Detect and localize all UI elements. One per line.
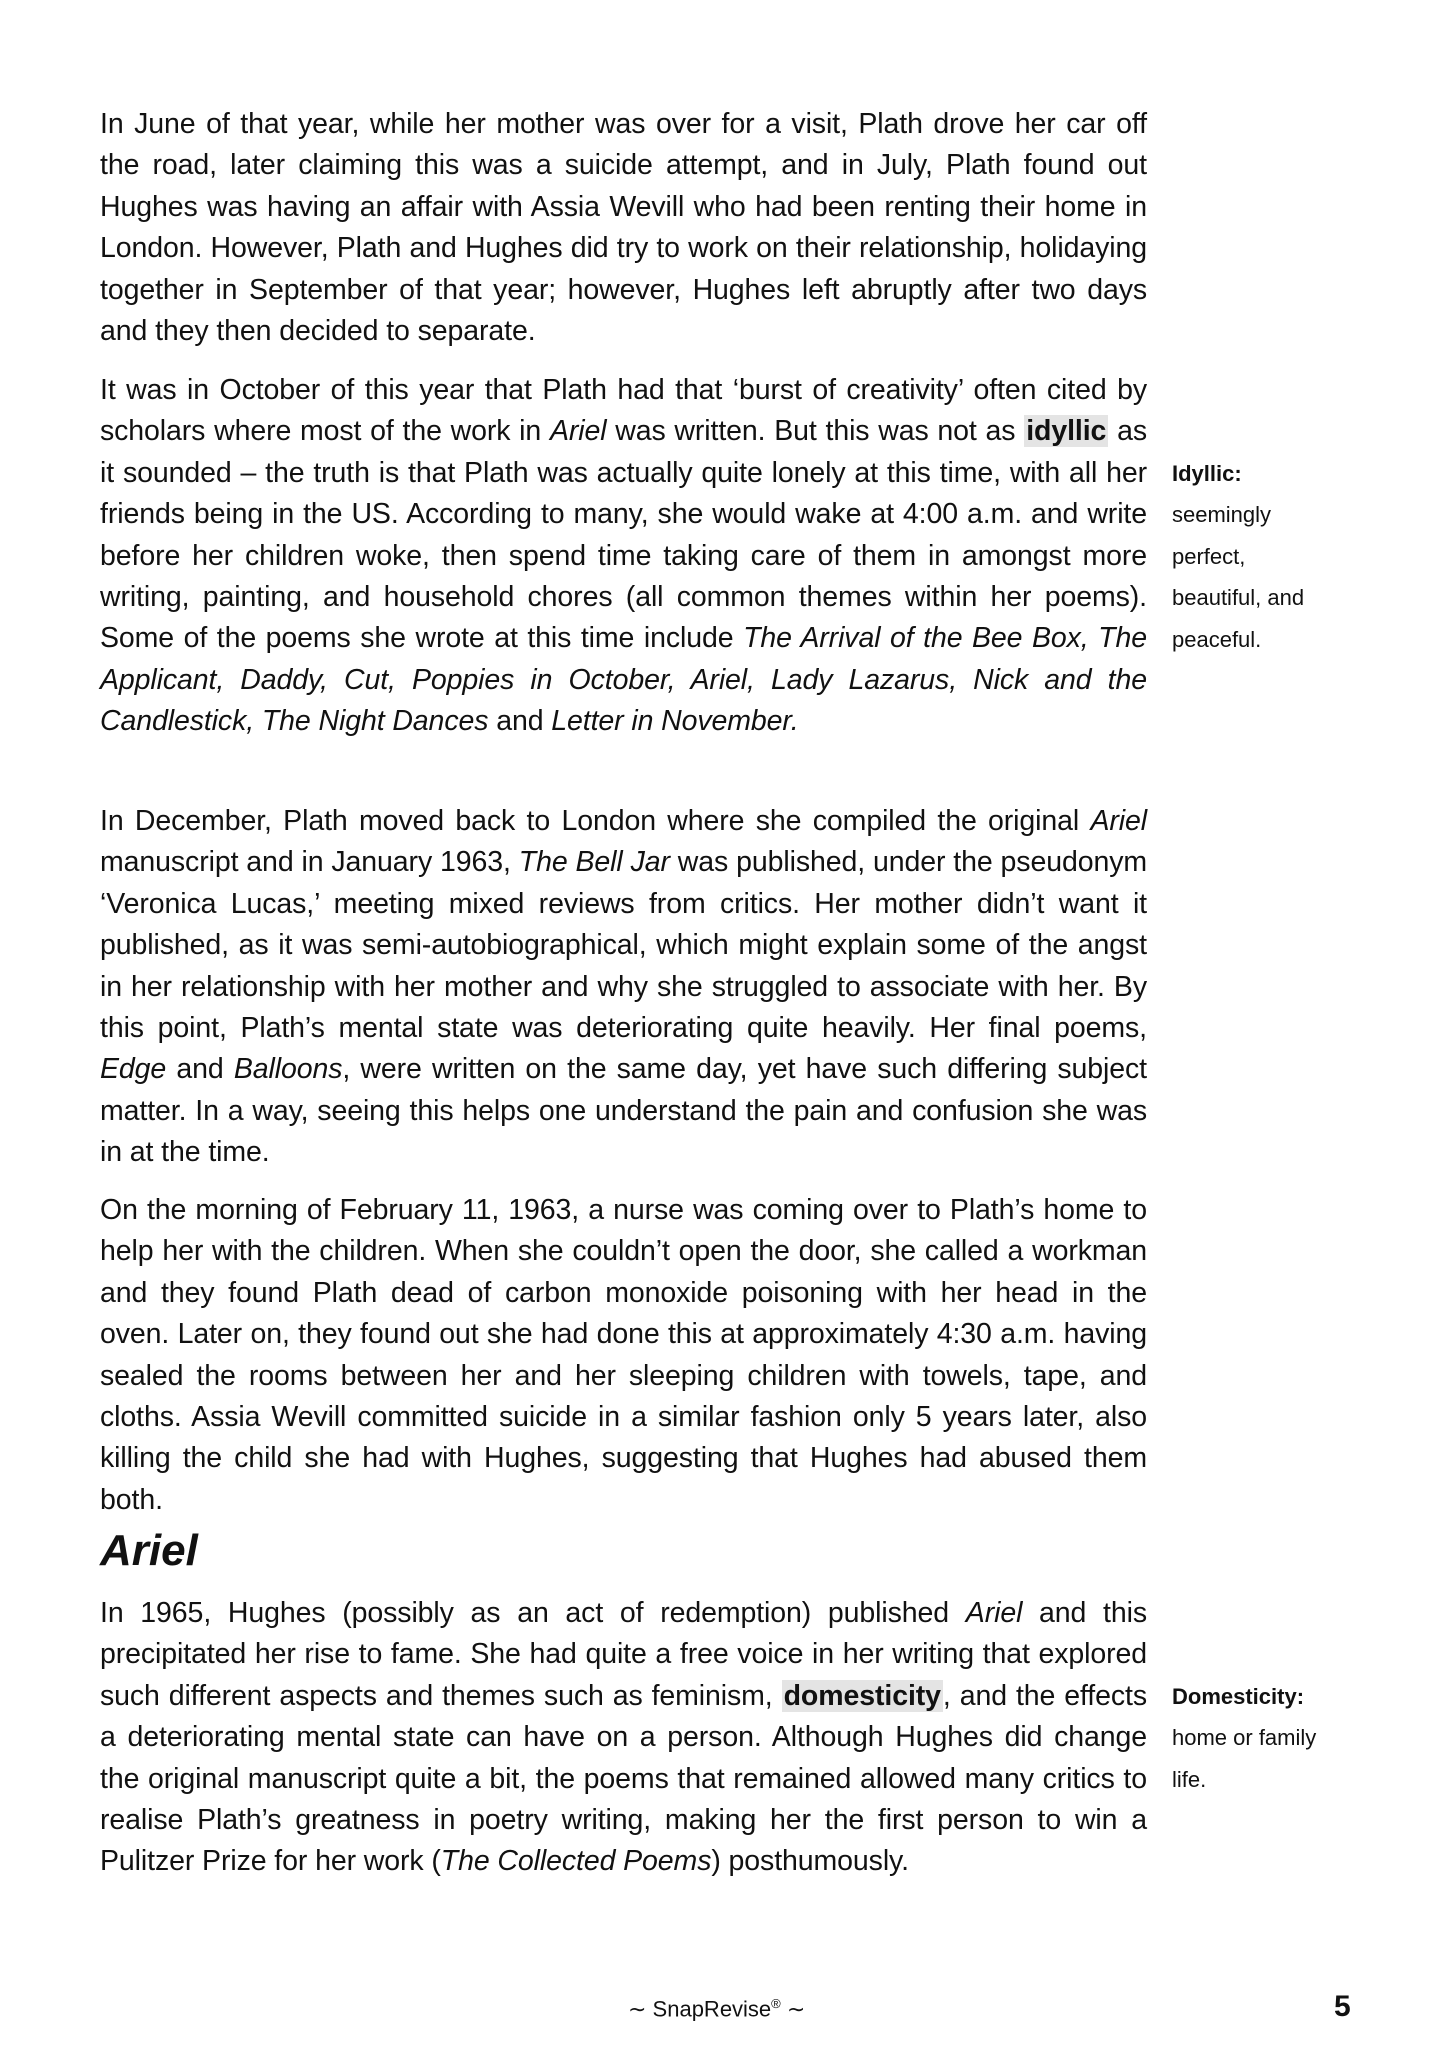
- title-collected-poems: The Collected Poems: [440, 1845, 712, 1878]
- text: and: [166, 1053, 234, 1086]
- brand-name: ∼ SnapRevise: [628, 1996, 772, 2022]
- text: In 1965, Hughes (possibly as an act of redemption) published: [100, 1597, 966, 1629]
- paragraph-february-death: On the morning of February 11, 1963, a nurse was coming over to Plath’s home to help her with the children. When she couldn’t open the door, she called a workman and they found Plath dead of carbon monoxide poisoning with her head in the oven. Later on, they found out she had done this at approximately 4:30 a.m. having sealed the rooms between her and her sleeping children with towels, tape, and cloths. Assia Wevill committed suicide in a similar fashion only 5 years later, also killing the child she had with Hughes, suggesting that Hughes had abused them both.: [100, 1194, 1147, 1516]
- poem-title-edge: Edge: [100, 1053, 167, 1086]
- text: , and the effects a deteriorating mental state can have on a person. Although Hughes did change the original manuscript quite a bit, the poems that remained allowed many critics to realise Plath’s greatness in poetry writing, making her the first person to win a Pulitzer Prize for her work (: [100, 1679, 1147, 1878]
- text: as it sounded – the truth is that Plath was actually quite lonely at this time, with all her friends being in the US. According to many, she would wake at 4:00 a.m. and write before her children woke, then spend time taking care of them in amongst more writing, painting, and household chores (all common themes within her poems). Some of the poems she wrote at this time include: [100, 415, 1147, 655]
- text: ) posthumously.: [711, 1845, 909, 1878]
- brand-tilde: ∼: [780, 1996, 806, 2022]
- title-bell-jar: The Bell Jar: [518, 846, 670, 879]
- paragraph-separation: In June of that year, while her mother was over for a visit, Plath drove her car off the road, later claiming this was a suicide attempt, and in July, Plath found out Hughes was having an affair with Assia Wevill who had been renting their home in London. However, Plath and Hughes did try to work on their relationship, holidaying together in September of that year; however, Hughes left abruptly after two days and they then decided to separate.: [100, 108, 1147, 348]
- section-heading-ariel: Ariel: [100, 1526, 198, 1575]
- paragraph-ariel-publication: [100, 1593, 1147, 1883]
- glossary-definition-line: peaceful.: [1172, 626, 1262, 652]
- glossary-entry-idyllic: [1172, 453, 1372, 660]
- registered-mark-icon: ®: [771, 1996, 781, 2011]
- text: , were written on the same day, yet have such differing subject matter. In a way, seeing this helps one understand the pain and confusion she was in at the time.: [100, 1053, 1148, 1169]
- glossary-definition-line: beautiful, and: [1172, 585, 1305, 611]
- poem-titles: The Arrival of the Bee Box, The Applicant, Daddy, Cut, Poppies in October, Ariel, Lady Lazarus, Nick and the Candlestick, The Night Dances: [100, 622, 1147, 738]
- glossary-definition-line: perfect,: [1172, 543, 1246, 569]
- glossary-definition-line: seemingly: [1172, 502, 1272, 528]
- glossary-term: Idyllic:: [1172, 461, 1242, 486]
- text: manuscript and in January 1963,: [100, 846, 519, 879]
- text: and: [488, 705, 552, 738]
- text: was written. But this was not as: [606, 415, 1025, 448]
- paragraph-december-london: [100, 801, 1147, 1174]
- title-ariel: Ariel: [1090, 805, 1147, 837]
- text: It was in October of this year that Plath had that ‘burst of creativity’ often cited by scholars where most of the work in: [100, 374, 1147, 448]
- glossary-definition-line: home or family: [1172, 1725, 1317, 1751]
- text: and this precipitated her rise to fame. She had quite a free voice in her writing that explored such different aspects and themes such as feminism,: [100, 1597, 1147, 1712]
- text: was published, under the pseudonym ‘Veronica Lucas,’ meeting mixed reviews from critics. Her mother didn’t want it published, as it was semi-autobiographical, which might explain some of the angst in her relationship with her mother and why she struggled to associate with her. By this point, Plath’s mental state was deteriorating quite heavily. Her final poems,: [100, 846, 1147, 1045]
- poem-title-letter-in-november: Letter in November.: [551, 705, 799, 738]
- glossary-term-idyllic: idyllic: [1026, 415, 1107, 448]
- glossary-entry-domesticity: [1172, 1676, 1372, 1800]
- text: In December, Plath moved back to London where she compiled the original: [100, 805, 1091, 837]
- title-ariel: Ariel: [549, 415, 607, 448]
- page-number: 5: [1334, 1990, 1351, 2023]
- paragraph-october-creativity: [100, 370, 1147, 743]
- poem-title-balloons: Balloons: [233, 1053, 343, 1086]
- glossary-definition-line: life.: [1172, 1766, 1207, 1792]
- glossary-term-domesticity: domesticity: [783, 1679, 941, 1712]
- glossary-term: Domesticity:: [1172, 1684, 1305, 1709]
- footer-brand: [628, 1996, 805, 2022]
- title-ariel: Ariel: [965, 1597, 1023, 1629]
